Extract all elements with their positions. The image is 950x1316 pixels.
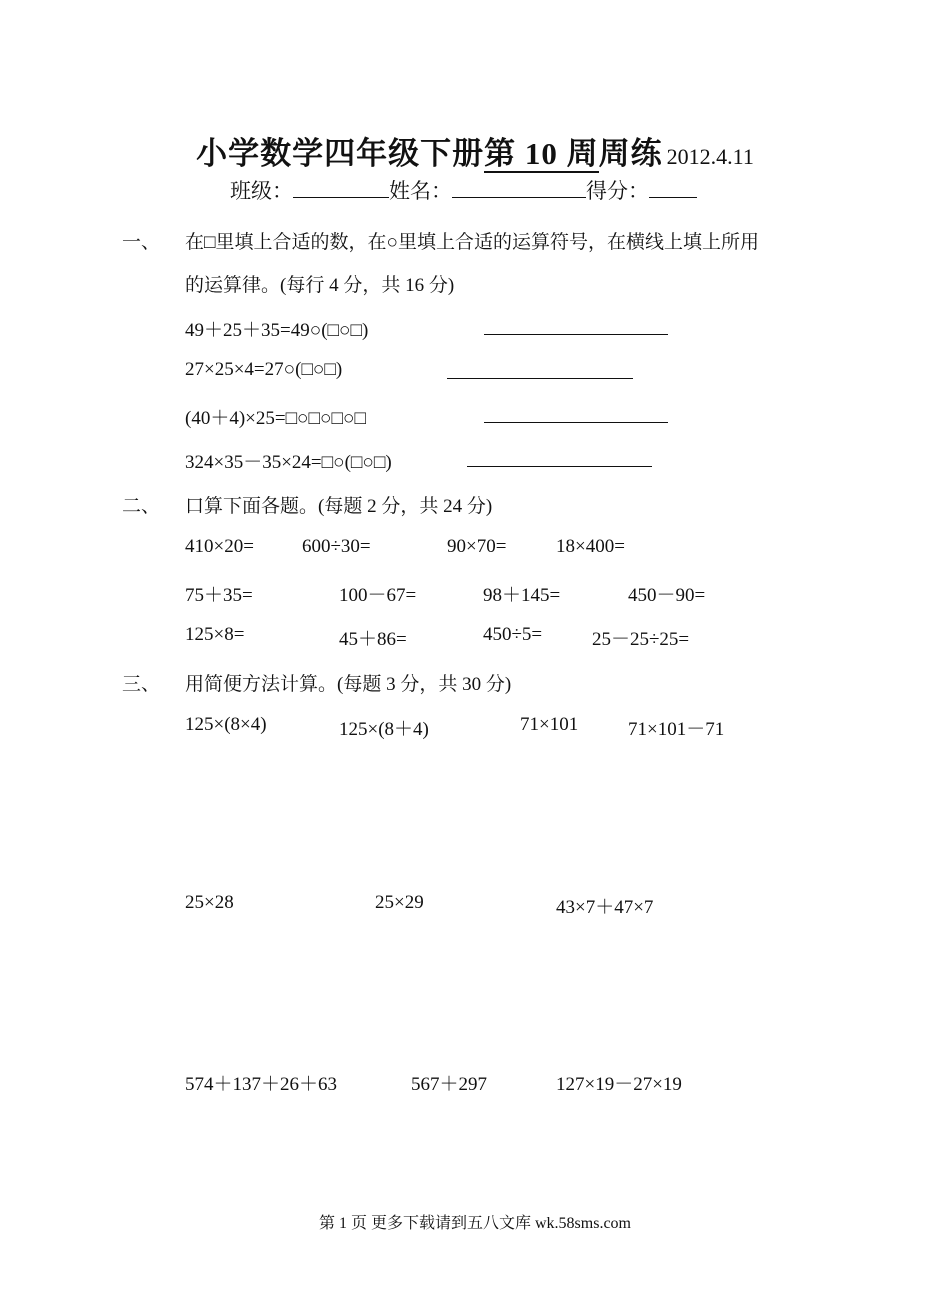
mental-item: 450÷5= (483, 624, 543, 645)
mental-item: 125×8= (185, 624, 245, 645)
calc-item: 574＋137＋26＋63 (185, 1074, 338, 1095)
mental-item: 98＋145= (483, 585, 561, 606)
section-3-number: 三、 (122, 674, 161, 695)
mental-item: 410×20= (185, 536, 254, 557)
page-footer: 第 1 页 更多下载请到五八文库 wk.58sms.com (318, 1215, 631, 1232)
mental-item: 25－25÷25= (592, 629, 690, 650)
mental-item: 18×400= (556, 536, 625, 557)
mental-item: 75＋35= (185, 585, 253, 606)
calc-item: 127×19－27×19 (556, 1074, 682, 1095)
calc-item: 71×101 (520, 714, 579, 735)
name-blank[interactable] (452, 179, 586, 198)
section-1-answer-line-4[interactable] (467, 450, 652, 467)
section-1-item-2: 27×25×4=27○(□○□) (185, 359, 343, 380)
mental-item: 600÷30= (302, 536, 371, 557)
section-1-number: 一、 (122, 232, 161, 253)
page-title (0, 128, 950, 173)
calc-item: 25×28 (185, 892, 234, 913)
section-1-item-1: 49＋25＋35=49○(□○□) (185, 320, 369, 341)
section-1-answer-line-3[interactable] (484, 406, 668, 423)
calc-item: 567＋297 (411, 1074, 488, 1095)
class-label: 班级： (230, 179, 293, 203)
calc-item: 71×101－71 (628, 719, 725, 740)
section-1-instruction-1: 在□里填上合适的数，在○里填上合适的运算符号，在横线上填上所用 (185, 232, 759, 253)
mental-item: 90×70= (447, 536, 507, 557)
title-date: 2012.4.11 (666, 144, 754, 169)
student-info-line (230, 175, 697, 205)
mental-item: 45＋86= (339, 629, 407, 650)
mental-item: 100－67= (339, 585, 417, 606)
section-1-answer-line-2[interactable] (447, 362, 633, 379)
mental-item: 450－90= (628, 585, 706, 606)
calc-item: 125×(8×4) (185, 714, 267, 735)
section-1-answer-line-1[interactable] (484, 318, 668, 335)
score-label: 得分： (586, 179, 649, 203)
title-main: 小学数学四年级下册 (196, 136, 485, 171)
calc-item: 25×29 (375, 892, 424, 913)
section-1-item-3: (40＋4)×25=□○□○□○□ (185, 408, 366, 429)
section-1-instruction-2: 的运算律。(每行 4 分，共 16 分) (185, 275, 455, 296)
calc-item: 125×(8＋4) (339, 719, 429, 740)
section-1-item-4: 324×35－35×24=□○(□○□) (185, 452, 392, 473)
section-2-number: 二、 (122, 496, 161, 517)
title-suffix: 周练 (598, 136, 663, 171)
score-blank[interactable] (649, 179, 697, 198)
calc-item: 43×7＋47×7 (556, 897, 654, 918)
section-3-instruction: 用简便方法计算。(每题 3 分，共 30 分) (185, 674, 512, 695)
class-blank[interactable] (293, 179, 389, 198)
title-week: 第 10 周 (484, 136, 599, 171)
section-2-instruction: 口算下面各题。(每题 2 分，共 24 分) (185, 496, 493, 517)
name-label: 姓名： (389, 179, 452, 203)
